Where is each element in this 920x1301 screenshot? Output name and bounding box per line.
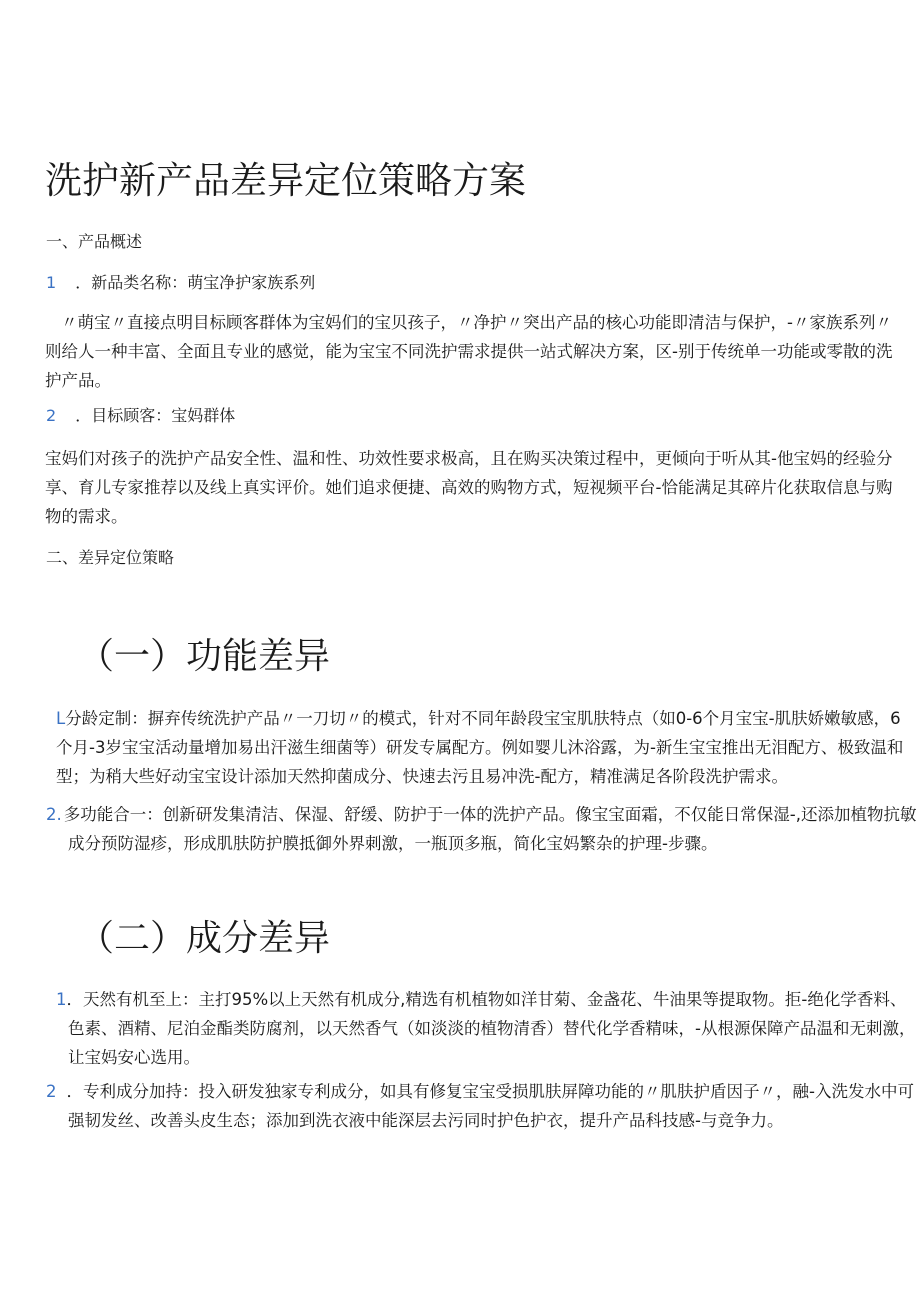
paragraph-target-customer-description: 宝妈们对孩子的洗护产品安全性、温和性、功效性要求极高，且在购买决策过程中，更倾向于听从其-他宝妈的经验分享、育儿专家推荐以及线上真实评价。她们追求便捷、高效的购物方式，短视频平台-恰能满足其碎片化获取信息与购物的需求。 bbox=[45, 449, 893, 526]
list-number: 1 bbox=[46, 273, 57, 292]
list-item-target-customer bbox=[46, 403, 235, 426]
subsection-heading-ingredients: （二）成分差异 bbox=[78, 918, 331, 959]
list-item-label: ．新品类名称：萌宝净护家族系列 bbox=[75, 273, 316, 292]
paragraph-category-description: 〃萌宝〃直接点明目标顾客群体为宝妈们的宝贝孩子，〃净护〃突出产品的核心功能即清洁与保护，-〃家族系列〃则给人一种丰富、全面且专业的感觉，能为宝宝不同洗护需求提供一站式解决方案，区-别于传统单一功能或零散的洗护产品。 bbox=[45, 313, 893, 390]
list-number: 2 bbox=[46, 406, 57, 425]
list-item-text: ．天然有机至上：主打95%以上天然有机成分,精选有机植物如洋甘菊、金盏花、牛油果等提取物。拒-绝化学香料、色素、酒精、尼泊金酯类防腐剂，以天然香气（如淡淡的植物清香）替代化学香精味，-从根源保障产品温和无刺激，让宝妈安心选用。 bbox=[66, 990, 916, 1067]
list-number: 2 bbox=[46, 1082, 57, 1101]
list-item-category-name bbox=[46, 270, 315, 293]
list-item-multifunction bbox=[46, 800, 920, 858]
section-heading-strategy: 二、差异定位策略 bbox=[46, 548, 175, 567]
list-number: L bbox=[56, 709, 66, 728]
list-item-age-customization bbox=[56, 704, 910, 791]
list-item-patented-ingredients bbox=[46, 1077, 920, 1135]
section-heading-overview: 一、产品概述 bbox=[46, 232, 143, 251]
subsection-heading-function: （一）功能差异 bbox=[78, 636, 331, 677]
list-number: 2. bbox=[46, 805, 62, 824]
list-item-text: 多功能合一：创新研发集清洁、保湿、舒缓、防护于一体的洗护产品。像宝宝面霜，不仅能日常保湿-,还添加植物抗敏成分预防湿疹，形成肌肤防护膜抵御外界刺激，一瓶顶多瓶，简化宝妈繁杂的护理-步骤。 bbox=[63, 805, 917, 853]
list-item-text: 分龄定制：摒弃传统洗护产品〃一刀切〃的模式，针对不同年龄段宝宝肌肤特点（如0-6个月宝宝-肌肤娇嫩敏感，6个月-3岁宝宝活动量增加易出汗滋生细菌等）研发专属配方。例如婴儿沐浴露，为-新生宝宝推出无泪配方、极致温和型；为稍大些好动宝宝设计添加天然抑菌成分、快速去污且易冲洗-配方，精准满足各阶段洗护需求。 bbox=[56, 709, 904, 786]
list-item-text: ．专利成分加持：投入研发独家专利成分，如具有修复宝宝受损肌肤屏障功能的〃肌肤护盾因子〃，融-入洗发水中可强韧发丝、改善头皮生态；添加到洗衣液中能深层去污同时护色护衣，提升产品科技感-与竞争力。 bbox=[66, 1082, 914, 1130]
list-item-natural-organic bbox=[56, 985, 918, 1072]
page-title: 洗护新产品差异定位策略方案 bbox=[45, 159, 526, 202]
list-item-label: ．目标顾客：宝妈群体 bbox=[75, 406, 236, 425]
list-number: 1 bbox=[56, 990, 67, 1009]
